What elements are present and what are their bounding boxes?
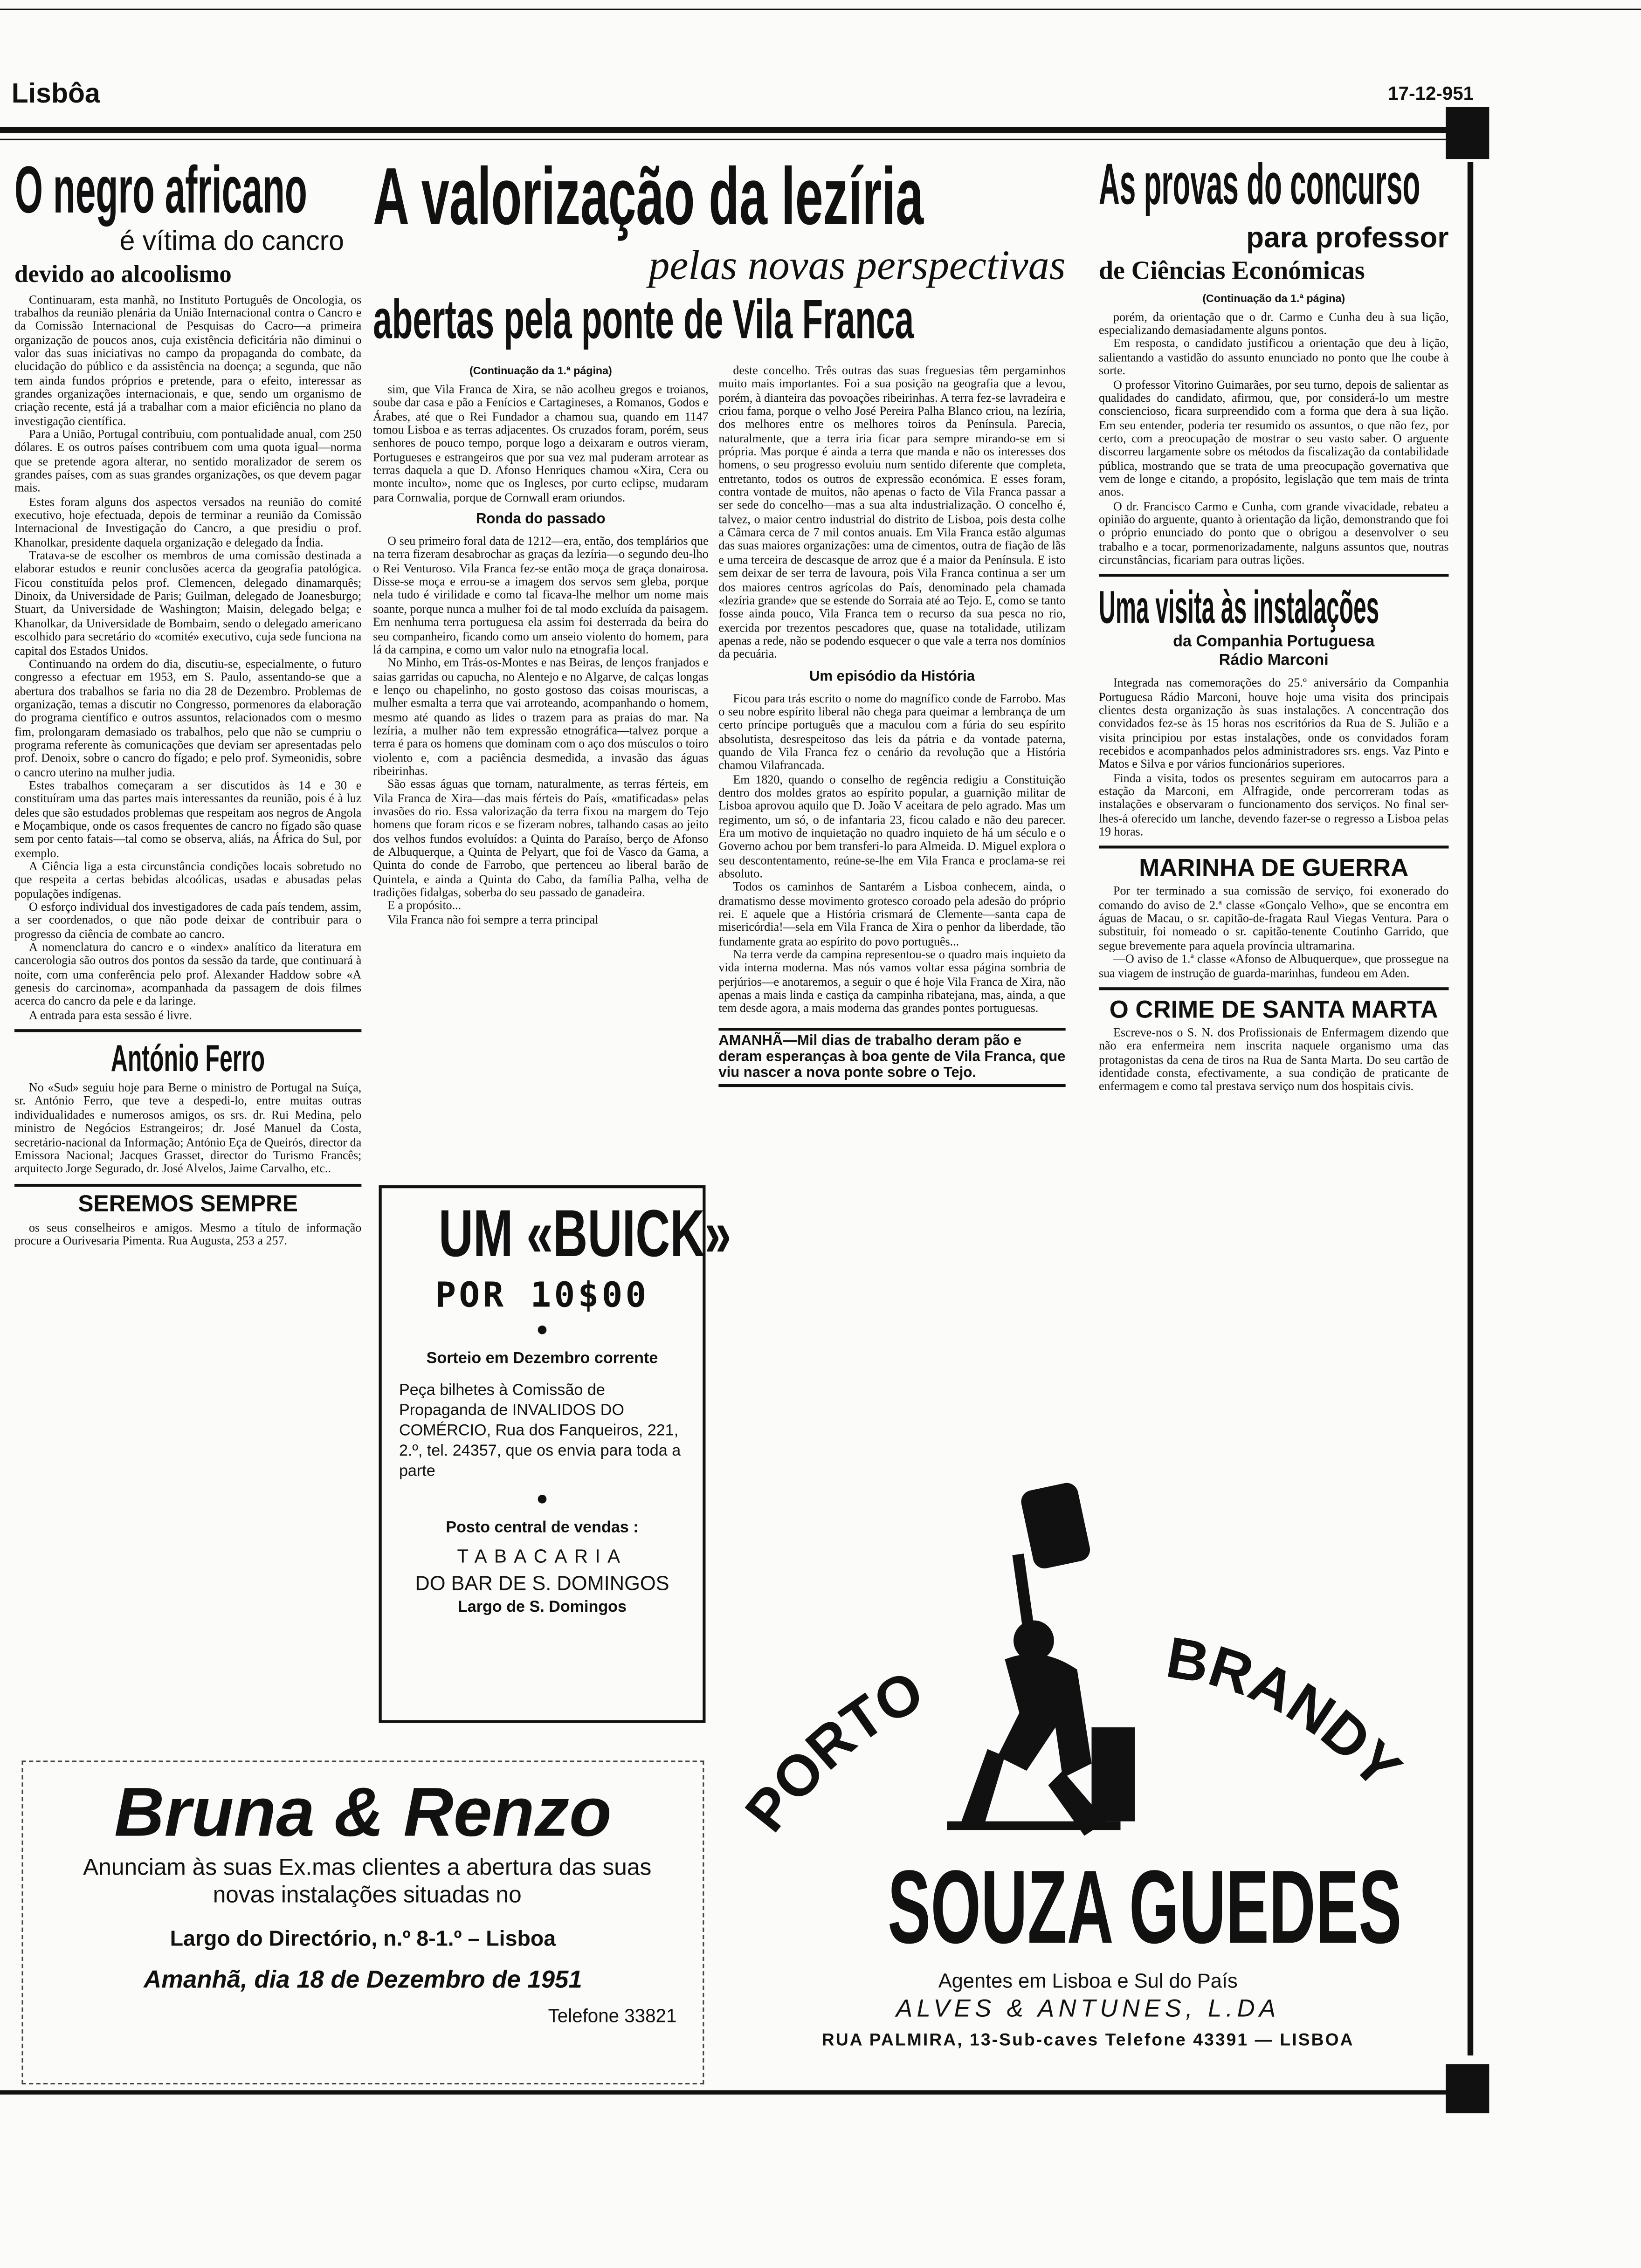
ad-text: Anunciam às suas Ex.mas clientes a abertura das suas novas instalações situadas no: [83, 1856, 652, 1908]
article-body: [1099, 310, 1449, 567]
article-concurso: [1098, 153, 1449, 567]
subheadline-2: devido ao alcoolismo: [14, 260, 232, 288]
article-antonio-ferro: [14, 1039, 361, 1176]
paragraph: Escreve-nos o S. N. dos Profissionais de Enfermagem dizendo que não era enfermeira nem inscrita naquele organismo uma das protagonistas da cena de tiros na Rua de Santa Marta. Do seu cartão de identidade consta, efectivamente, a sua condição de praticante de enfermagem e como tal prestava serviço num dos hospitais civis.: [1098, 1026, 1449, 1093]
leziria-col-c: [718, 364, 1065, 1087]
paragraph: No «Sud» seguiu hoje para Berne o ministro de Portugal na Suíça, sr. António Ferro, que teve a despedi-lo, entre muitas outras individualidades e numerosos amigos, os srs. dr. Rui Medina, pelo ministro de Negócios Estrangeiros; dr. José Manuel da Costa, secretário-nacional da Informação; António Eça de Queirós, director da Emissora Nacional; Jacques Grasset, director do Turismo Francês; arquitecto Jorge Segurado, dr. José Alvelos, Jaime Carvalho, etc..: [14, 1081, 362, 1175]
divider: [14, 1183, 361, 1186]
paragraph: Na terra verde da campina representou-se o quadro mais inquieto da vida interna moderna. Mas nós vamos voltar essa página sombria de perjúrios—e anotaremos, a seguir o que é hoje Vila Franca de Xira, não apenas a mais linda e castiça da campinha ribatejana, mas, ainda, a que tem desde agora, a mais moderna das grandes pontes portuguesas.: [718, 948, 1066, 1016]
subheadline: para professor: [1246, 222, 1449, 254]
ad-title: Bruna & Renzo: [114, 1775, 612, 1852]
registration-mark: [1446, 107, 1489, 159]
ad-date: Amanhã, dia 18 de Dezembro de 1951: [144, 1966, 582, 1993]
ad-bar: DO BAR DE S. DOMINGOS: [415, 1571, 669, 1594]
company-name: ALVES & ANTUNES, L.DA: [896, 1994, 1280, 2022]
headline: MARINHA DE GUERRA: [1139, 855, 1409, 883]
article-leziria: [373, 150, 1074, 351]
bullet: ●: [536, 1320, 549, 1342]
paragraph: Ficou para trás escrito o nome do magnífico conde de Farrobo. Mas o seu nobre espírito liberal não chega para queimar a lembrança de um certo príncipe português que a maculou com a fúria do seu espírito absolutista, desrespeitoso das leis da pátria e da vontade paterna, quando de Vila Franca fez o cenário da revolução que a História chamou Vilafrancada.: [718, 692, 1066, 772]
section-title: Lisbôa: [11, 79, 100, 110]
ad-seremos-sempre: [14, 1193, 361, 1248]
subhead: Ronda do passado: [476, 512, 606, 528]
subheadline: da Companhia Portuguesa: [1173, 633, 1375, 651]
arc-text-left-path: PORTO: [733, 1658, 933, 1843]
arc-text-right-path: BRANDY: [1162, 1625, 1413, 1801]
arc-text-left: [733, 1658, 933, 1843]
article-body: [14, 1081, 361, 1176]
brand-name: SOUZA GUEDES: [888, 1850, 1402, 1966]
headline: SEREMOS SEMPRE: [78, 1192, 298, 1216]
leziria-col-a: [373, 364, 709, 927]
subheadline-2: abertas pela ponte de Vila Franca: [373, 290, 914, 351]
continuation-note: (Continuação da 1.ª página): [1202, 291, 1345, 305]
paragraph: Continuando na ordem do dia, discutiu-se, especialmente, o futuro congresso a efectuar em 1953, em S. Paulo, assentando-se que a abertura dos trabalhos se faria no dia 28 de Dezembro. Problemas de organização, temas a discutir no Congresso, pormenores da elaboração do programa científico e outros assuntos, relacionados com o mesmo fim, prolongaram demasiado os trabalhos, pelo que não se cumpriu o programa referente às comunicações que deviam ser apresentadas pelo prof. Denoix, sobre o cancro do fígado; e pelo prof. Symeonidis, sobre o cancro uterino na mulher judia.: [14, 657, 362, 779]
article-body: [1099, 1026, 1449, 1093]
company-address: RUA PALMIRA, 13-Sub-caves Telefone 43391 — LISBOA: [821, 2029, 1354, 2050]
column-4: [1098, 153, 1449, 1093]
registration-mark: [1446, 2064, 1489, 2113]
ad-largo: Largo de S. Domingos: [457, 1599, 627, 1616]
top-rule: [0, 9, 1641, 10]
paragraph: São essas águas que tornam, naturalmente, as terras férteis, em Vila Franca de Xira—das mais férteis do País, «matificadas» pelas invasões do rio. Essa valorização da terra fixou na margem do Tejo homens que foram ricos e se fizeram nobres, talhando casas ao jeito dos velhos fundos evoluídos: a Quinta do Paraíso, berço de Afonso de Albuquerque, a Quinta de Pelyart, que foi de Vasco da Gama, a Quinta do conde de Farrobo, que pertenceu ao liberal barão de Quintela, e ainda a Quinta do Cabo, da família Palha, velha de tradições fidalgas, soberba do seu passado de ganadeira.: [373, 778, 709, 900]
headline: Uma visita às instalações: [1098, 581, 1379, 634]
article-body: [373, 383, 709, 505]
article-body: [14, 293, 361, 1022]
paragraph: Estes foram alguns dos aspectos versados na reunião do comité executivo, hoje efectuada, depois de terminar a reunião da Comissão Internacional de Investigação do Cancro, a que presidiu o prof. Khanolkar, presidente daquela organização e delegado da Índia.: [14, 495, 362, 549]
paragraph: A entrada para esta sessão é livre.: [29, 1009, 192, 1022]
paragraph: O seu primeiro foral data de 1212—era, então, dos templários que na terra fizeram desabrochar as graças da lezíria—o segundo deu-lho o Rei Venturoso. Vila Franca fez-se então moça de graça donairosa. Disse-se moça e errou-se a imagem dos servos sem gleba, porque nela tudo é virilidade e como tal ficava-lhe melhor um nome mais soante, porque nunca a mulher foi de tal modo excluída da paisagem. Em nenhuma terra portuguesa ela assim foi desterrada da beira do seu companheiro, ficando como um anseio violento do homem, para lá da campina, e como um valor nulo na etnografia local.: [373, 535, 709, 656]
paragraph: —O aviso de 1.ª classe «Afonso de Albuquerque», que prossegue na sua viagem de instrução de guarda-marinhas, fundeou em Aden.: [1098, 953, 1449, 980]
agents-line: Agentes em Lisboa e Sul do País: [938, 1968, 1238, 1992]
headline: A valorização da lezíria: [373, 150, 924, 241]
headline: As provas do concurso: [1098, 153, 1420, 217]
article-marconi: [1098, 581, 1449, 839]
headline: O CRIME DE SANTA MARTA: [1109, 996, 1438, 1024]
article-body: [718, 364, 1065, 662]
ad-title: UM «BUICK»: [438, 1195, 731, 1271]
paragraph: Para a União, Portugal contribuiu, com pontualidade anual, com 250 dólares. E os outros países contribuem com uma quota igual—norma que se pretende agora alterar, no sentido moralizador de serem os grandes países, com as suas grandes organizações, os que devem pagar mais.: [14, 428, 362, 495]
arc-text-right: [1162, 1625, 1413, 1801]
porter-figure-icon: [947, 1481, 1135, 1836]
paragraph: Todos os caminhos de Santarém a Lisboa conhecem, ainda, o dramatismo desse movimento grotesco coroado pela adesão do próprio rei. E aquele que a História crismará de Clemente—santa capa de misericórdia!—sela em Vila Franca de Xira o penhor da liberdade, tão fundamente grata ao espírito do povo português...: [718, 880, 1066, 948]
paragraph: O professor Vitorino Guimarães, por seu turno, depois de salientar as qualidades do candidato, afirmou, que, por considerá-lo um mestre consciencioso, ficara surpreendido com a forma que dera à sua lição. Em seu entender, poderia ter resumido os assuntos, o que não fez, por certo, com a preocupação de mostrar o seu vasto saber. O arguente discorreu largamente sobre os métodos da fiscalização da contabilidade pública, mostrando que se trata de uma preocupação governativa que vem de longe e citando, a propósito, legislação que tem mais de trinta anos.: [1098, 378, 1449, 499]
article-body: [373, 535, 709, 927]
ad-posto: Posto central de vendas :: [446, 1519, 639, 1537]
paragraph: os seus conselheiros e amigos. Mesmo a título de informação procure a Ourivesaria Pimenta. Rua Augusta, 253 a 257.: [14, 1221, 362, 1248]
paragraph: Em resposta, o candidato justificou a orientação que deu à lição, salientando a vastidão do assunto enunciado no ponto que lhe coube à sorte.: [1098, 337, 1449, 378]
paragraph: O dr. Francisco Carmo e Cunha, com grande vivacidade, rebateu a opinião do arguente, quanto à orientação da lição, demonstrando que foi o próprio enunciado do ponto que o obrigou a desenvolver o seu trabalho e a tocar, pormenorizadamente, nalguns assuntos que, noutras circunstâncias, ficariam para outras lições.: [1098, 499, 1449, 567]
ad-body: Peça bilhetes à Comissão de Propaganda de INVALIDOS DO COMÉRCIO, Rua dos Fanqueiros, 221, 2.º, tel. 24357, que os envia para toda a parte: [399, 1381, 681, 1480]
subhead: Um episódio da História: [809, 668, 975, 685]
ad-tabacaria: TABACARIA: [457, 1545, 627, 1567]
paragraph: porém, da orientação que o dr. Carmo e Cunha deu à sua lição, especializando demasiadamente alguns pontos.: [1098, 310, 1449, 337]
header-rule-thin: [0, 139, 1446, 140]
divider: [1099, 846, 1449, 849]
divider: [1099, 987, 1449, 990]
divider: [14, 1030, 361, 1032]
subheadline-2: de Ciências Económicas: [1098, 255, 1365, 285]
porter-illustration: [730, 1474, 1446, 1850]
subheadline: pelas novas perspectivas: [648, 243, 1066, 289]
paragraph: Integrada nas comemorações do 25.º aniversário da Companhia Portuguesa Rádio Marconi, houve hoje uma visita dos principais clientes desta organização às suas instalações. A concentração dos convidados fez-se às 15 horas nos escritórios da Rua de S. Julião e a visita principiou por estas instalações, onde os convidados foram recebidos e acompanhados pelos administradores srs. engs. Vaz Pinto e Matos e Silva e por vários funcionários superiores.: [1098, 677, 1449, 771]
article-body: [718, 692, 1065, 1016]
issue-date: 17-12-951: [1388, 82, 1474, 104]
paragraph: E a propósito...: [387, 900, 462, 913]
headline: António Ferro: [110, 1037, 265, 1080]
paragraph: O esforço individual dos investigadores de cada país tendem, assim, a ser coordenados, o que não pode deixar de contribuir para o progresso da ciência de combate ao cancro.: [14, 900, 362, 941]
ad-buick: [379, 1185, 731, 1723]
ad-phone: Telefone 33821: [548, 2005, 677, 2027]
paragraph: Continuaram, esta manhã, no Instituto Português de Oncologia, os trabalhos da reunião plenária da União Internacional contra o Cancro e da Comissão Internacional de Pesquisas do Cacro—a primeira organização de poucos anos, cuja existência deficitária não diminui o valor das suas iniciativas no campo da propaganda do combate, da elucidação do público e da assistência na doença; a segunda, que não tem ainda fundos próprios e pretende, para o efeito, interessar as grandes organizações internacionais, e que, sendo um organismo de criação recente, está já a trabalhar com a maior eficiência no plano da investigação científica.: [14, 293, 362, 427]
article-crime: [1099, 997, 1449, 1093]
article-body: [1099, 885, 1449, 980]
continuation-note: (Continuação da 1.ª página): [469, 364, 612, 378]
ad-porto-brandy: [730, 1474, 1446, 2067]
column-1: [14, 151, 362, 1248]
paragraph: Finda a visita, todos os presentes seguiram em autocarros para a estação da Marconi, em Alfragide, onde percorreram todas as instalações e observaram o funcionamento dos serviços. No final ser-lhes-á oferecido um lanche, devendo fazer-se o regresso a Lisboa pelas 19 horas.: [1098, 771, 1449, 839]
subheadline: é vítima do cancro: [119, 227, 345, 258]
ad-address: Largo do Directório, n.º 8-1.º – Lisboa: [170, 1927, 556, 1952]
paragraph: A nomenclatura do cancro e o «index» analítico da literatura em cancerologia são outros dos pontos da sessão da tarde, que continuará à noite, com uma conferência pelo prof. Alexander Haddow sobre «A genesis do carcinoma», acompanhada da passagem de dois filmes acerca do cancro da pele e da laringe.: [14, 941, 362, 1009]
paragraph: A Ciência liga a esta circunstância condições locais sobretudo no que respeita a certas bebidas alcoólicas, usadas e abusadas pelas populações indígenas.: [14, 860, 362, 900]
paragraph: No Minho, em Trás-os-Montes e nas Beiras, de lenços franjados e saias garridas ou capucha, no Alentejo e no Algarve, de calças longas e lenço ou chapelinho, no gosto gostoso das coisas mouriscas, a mulher esmalta a terra que vai arroteando, acompanhando o homem, mesmo até quando as lides o trazem para as praias do mar. Na lezíria, a mulher não tem expressão etnográfica—talvez porque a terra é para os homens que dominam com o aço dos músculos o toiro violento e, com a paciência desmedida, a invasão das águas ribeirinhas.: [373, 656, 709, 778]
ad-body: [14, 1221, 361, 1248]
bullet: ●: [536, 1489, 549, 1511]
article-marinha: [1099, 856, 1449, 980]
divider: [1099, 574, 1449, 577]
ad-price: POR 10$00: [435, 1275, 649, 1316]
paragraph: sim, que Vila Franca de Xira, se não acolheu gregos e troianos, soube dar casa e pão a Fenícios e Cartagineses, a Romanos, Godos e Árabes, até que o Rei Fundador a chamou sua, quando em 1147 tomou Lisboa e as terras adjacentes. Os cruzados foram, porém, seus senhores de pouco tempo, porque logo a deixaram e outros vieram, Portugueses e estrangeiros que por sua vez mal puderam arrotear as terras daquela a que D. Afonso Henriques chamou «Xira, Cera ou monte inculto», nome que os Ingleses, por curto eclipse, mudaram para Cornwalia, porque de Cornwall eram oriundos.: [373, 383, 709, 504]
headline: O negro africano: [14, 151, 307, 227]
header-rule: [0, 127, 1446, 133]
ad-bruna-renzo: [22, 1760, 704, 2084]
amanha-teaser: AMANHÃ—Mil dias de trabalho deram pão e deram esperanças à boa gente de Vila Franca, que viu nascer a nova ponte sobre o Tejo.: [718, 1027, 1065, 1086]
paragraph: Tratava-se de escolher os membros de uma comissão destinada a elaborar estudos e reunir conclusões acerca da geografia patológica. Ficou constituída pelos prof. Clemencen, delegado dinamarquês; Dinoix, da Universidade de Paris; Guilman, delegado de Joanesburgo; Stuart, da Universidade de Washington; Maisin, delegado belga; e Khanolkar, da Universidade de Bombaim, sendo o delegado americano escolhido para secretário do «comité» executivo, cuja sede funciona na capital dos Estados Unidos.: [14, 549, 362, 657]
paragraph: Vila Franca não foi sempre a terra principal: [387, 913, 599, 927]
article-negro-africano: [14, 151, 362, 1022]
footer-rule: [0, 2090, 1446, 2094]
article-body: [1099, 677, 1449, 839]
subheadline-2: Rádio Marconi: [1219, 652, 1329, 670]
right-margin-rule: [1468, 162, 1473, 2055]
ad-draw: Sorteio em Dezembro corrente: [426, 1350, 658, 1368]
paragraph: Estes trabalhos começaram a ser discutidos às 14 e 30 e constituíram uma das partes mais interessantes da reunião, pois é à luz deles que são estudados problemas que respeitam aos negros de Angola e Moçambique, onde os casos frequentes de cancro no fígado são quase sem por cento fatais—tal como se observa, aliás, na África do Sul, por exemplo.: [14, 779, 362, 860]
paragraph: deste concelho. Três outras das suas freguesias têm pergaminhos muito mais importantes. Foi a sua posição na geografia que a levou, porém, à dianteira das povoações ribeirinhas. A terra fez-se lavradeira e criou fama, porque o velho José Pereira Palha Blanco criou, na lezíria, dos melhores entre os melhores toiros da Península. Parecia, naturalmente, que a terra iria ficar para sempre mirando-se em si própria. Mas porque é ainda a terra que manda e não os interesses dos homens, o seu progresso evoluiu num sentido diferente que completa, entretanto, todos os outros de expressão económica. E esses foram, contra vontade de muitos, não apenas o facto de Vila Franca passar a ser sede do concelho—mas a sua alta industrialização. O concelho é, talvez, o maior centro industrial do distrito de Lisboa, pois desta colhe a Câmara cerca de 7 mil contos anuais. Em Vila Franca estão algumas das suas maiores organizações: uma de cimentos, outra de fiação de lãs e uma terceira de descasque de arroz que é a maior da Península. E isto sem deixar de ser terra de lavoura, pois Vila Franca continua a ser um dos maiores centros agrícolas do País, denominado pela chamada «lezíria grande» que se estende do Sorraia até ao Tejo. E, como se tanto fosse ainda pouco, Vila Franca tem o recurso da sua pesca no rio, exercida por trezentos pescadores que, quase na totalidade, utilizam apenas a rede, não se podendo esquecer o que vale a terra nos domínios da pecuária.: [718, 364, 1066, 661]
paragraph: Por ter terminado a sua comissão de serviço, foi exonerado do comando do aviso de 2.ª classe «Gonçalo Velho», que se encontra em águas de Macau, o sr. capitão-de-fragata Raul Viegas Ventura. Para o substituir, foi nomeado o sr. capitão-tenente Coutinho Garrido, que segue brevemente para aquela província ultramarina.: [1098, 885, 1449, 953]
paragraph: Em 1820, quando o conselho de regência redigiu a Constituição dentro dos moldes gratos ao espírito popular, a guarnição militar de Lisboa aprovou aquilo que D. João V aceitara de pelo agrado. Mas um regimento, um só, o de infantaria 23, ficou calado e não deu parecer. Era um motivo de inquietação no quadro inquieto de há um século e o Governo achou por bem transferi-lo para Almeida. D. Miguel explora o seu descontentamento, reúne-se-lhe em Vila Franca e proclama-se rei absoluto.: [718, 773, 1066, 880]
